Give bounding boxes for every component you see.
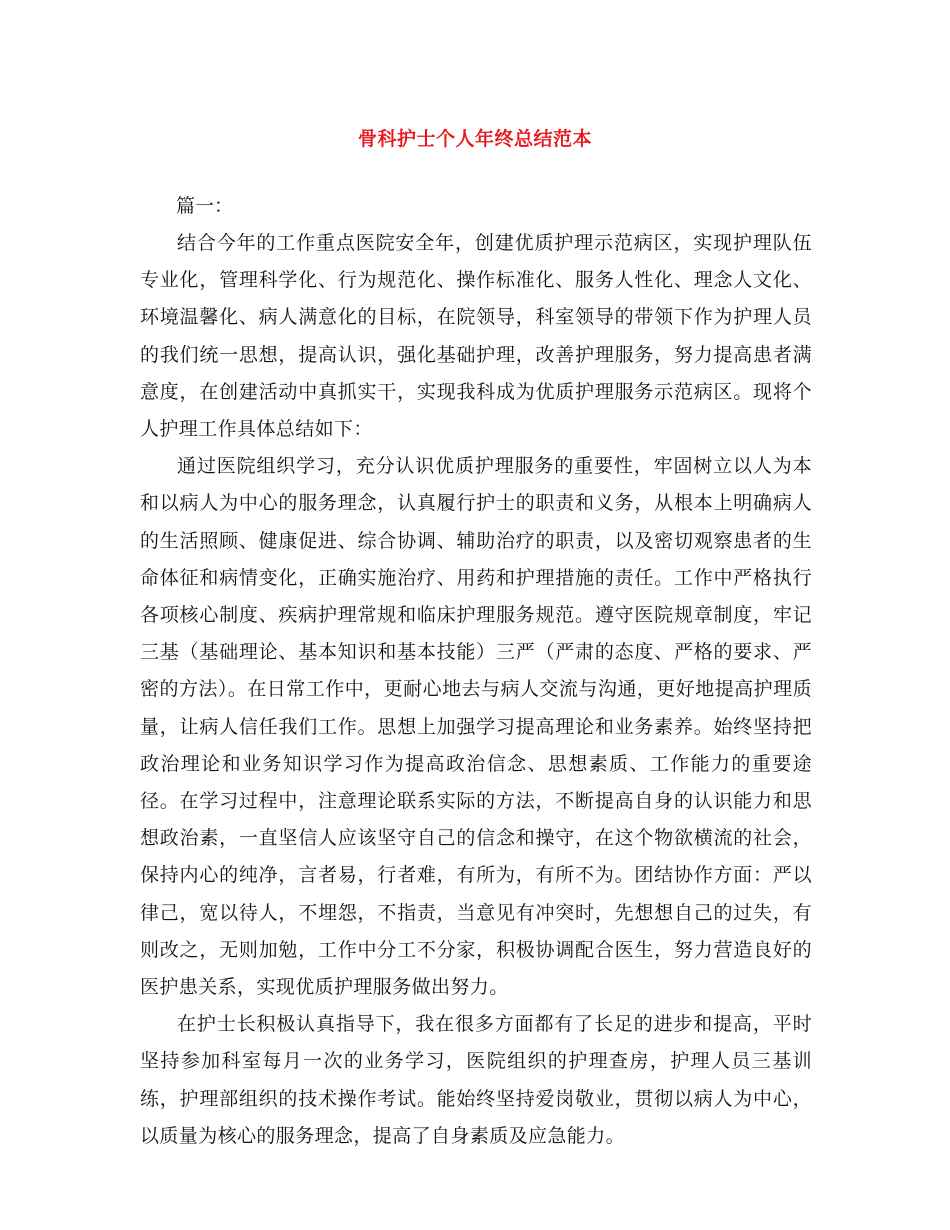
document-body: [140, 188, 812, 1155]
paragraph-2: 通过医院组织学习，充分认识优质护理服务的重要性，牢固树立以人为本和以病人为中心的服务理念，认真履行护士的职责和义务，从根本上明确病人的生活照顾、健康促进、综合协调、辅助治疗的职责，以及密切观察患者的生命体征和病情变化，正确实施治疗、用药和护理措施的责任。工作中严格执行各项核心制度、疾病护理常规和临床护理服务规范。遵守医院规章制度，牢记三基（基础理论、基本知识和基本技能）三严（严肃的态度、严格的要求、严密的方法）。在日常工作中，更耐心地去与病人交流与沟通，更好地提高护理质量，让病人信任我们工作。思想上加强学习提高理论和业务素养。始终坚持把政治理论和业务知识学习作为提高政治信念、思想素质、工作能力的重要途径。在学习过程中，注意理论联系实际的方法，不断提高自身的认识能力和思想政治素，一直坚信人应该坚守自己的信念和操守，在这个物欲横流的社会，保持内心的纯净，言者易，行者难，有所为，有所不为。团结协作方面：严以律己，宽以待人，不埋怨，不指责，当意见有冲突时，先想想自己的过失，有则改之，无则加勉，工作中分工不分家，积极协调配合医生，努力营造良好的医护患关系，实现优质护理服务做出努力。: [140, 455, 812, 999]
paragraph-3: 在护士长积极认真指导下，我在很多方面都有了长足的进步和提高，平时坚持参加科室每月一次的业务学习，医院组织的护理查房，护理人员三基训练，护理部组织的技术操作考试。能始终坚持爱岗敬业，贯彻以病人为中心，以质量为核心的服务理念，提高了自身素质及应急能力。: [140, 1013, 812, 1147]
document-title: 骨科护士个人年终总结范本: [357, 128, 592, 150]
section-label: 篇一：: [176, 195, 234, 217]
paragraph-1: 结合今年的工作重点医院安全年，创建优质护理示范病区，实现护理队伍专业化，管理科学化、行为规范化、操作标准化、服务人性化、理念人文化、环境温馨化、病人满意化的目标，在院领导，科室领导的带领下作为护理人员的我们统一思想，提高认识，强化基础护理，改善护理服务，努力提高患者满意度，在创建活动中真抓实干，实现我科成为优质护理服务示范病区。现将个人护理工作具体总结如下：: [140, 232, 812, 441]
